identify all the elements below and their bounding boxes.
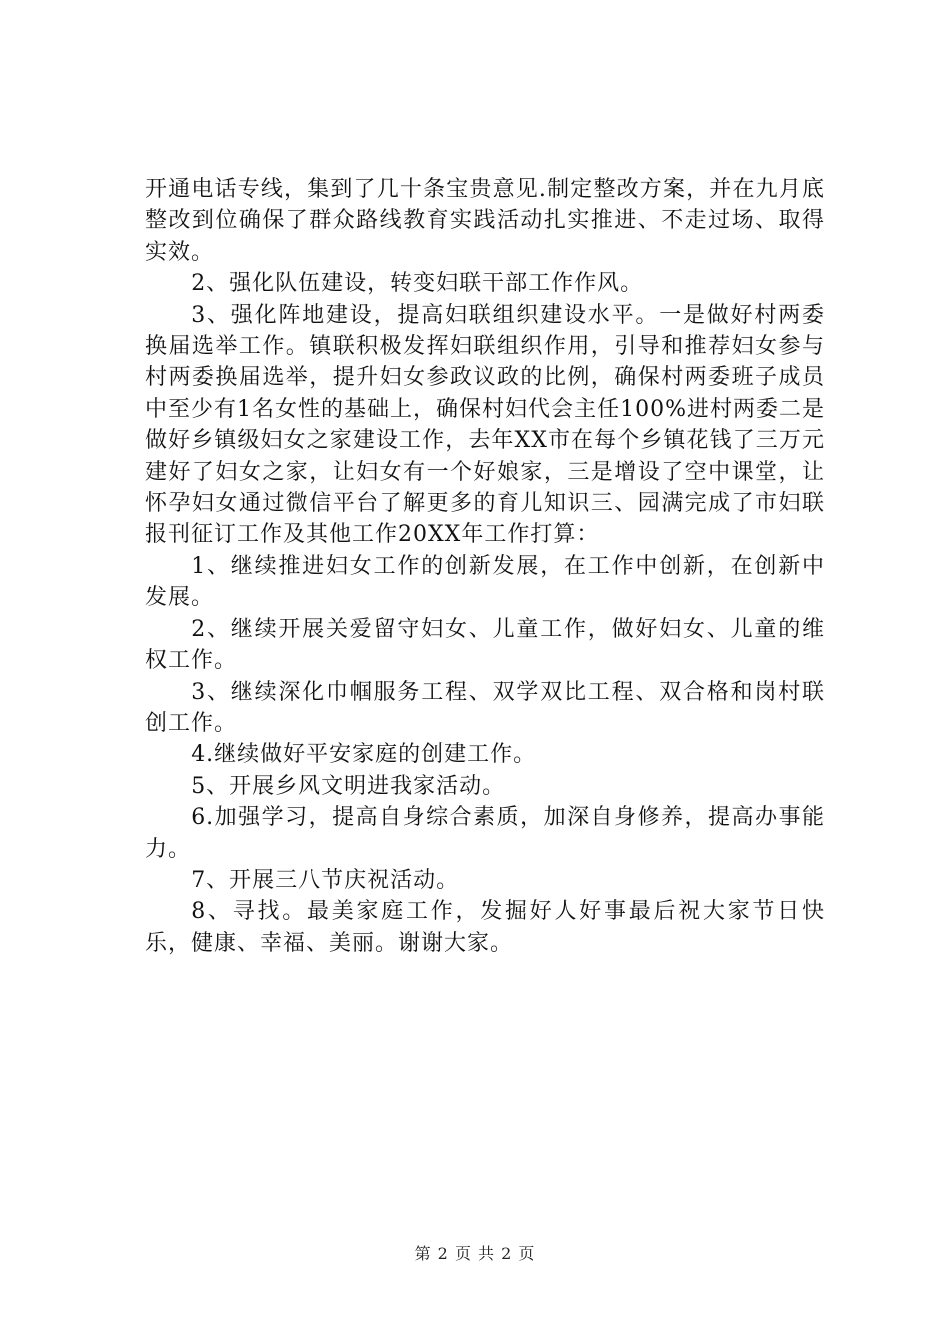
paragraph-item-2-team-building: 2、强化队伍建设，转变妇联干部工作作风。 (191, 271, 644, 297)
paragraph-item-3-position-building: 3、强化阵地建设，提高妇联组织建设水平。一是做好村两委换届选举工作。镇联积极发挥妇联组织作用，引导和推荐妇女参与村两委换届选举，提升妇女参政议政的比例，确保村两委班子成员中至少有1名女性的基础上，确保村妇代会主任100%进村两委二是做好乡镇级妇女之家建设工作，去年XX市在每个乡镇花钱了三万元建好了妇女之家，让妇女有一个好娘家，三是增设了空中课堂，让怀孕妇女通过微信平台了解更多的育儿知识三、园满完成了市妇联报刊征订工作及其他工作20XX年工作打算： (145, 302, 825, 548)
document-body (145, 174, 825, 959)
plan-item-7: 7、开展三八节庆祝活动。 (191, 867, 460, 893)
plan-item-8: 8、寻找。最美家庭工作，发掘好人好事最后祝大家节日快乐，健康、幸福、美丽。谢谢大家。 (145, 899, 825, 956)
plan-item-4: 4.继续做好平安家庭的创建工作。 (191, 742, 537, 768)
plan-item-6: 6.加强学习，提高自身综合素质，加深自身修养，提高办事能力。 (145, 805, 825, 862)
plan-item-1: 1、继续推进妇女工作的创新发展，在工作中创新，在创新中发展。 (145, 553, 825, 611)
plan-item-3: 3、继续深化巾帼服务工程、双学双比工程、双合格和岗村联创工作。 (145, 679, 825, 736)
plan-item-2: 2、继续开展关爱留守妇女、儿童工作，做好妇女、儿童的维权工作。 (145, 616, 825, 674)
plan-item-5: 5、开展乡风文明进我家活动。 (191, 773, 506, 799)
paragraph-continuation: 开通电话专线，集到了几十条宝贵意见.制定整改方案，并在九月底整改到位确保了群众路线教育实践活动扎实推进、不走过场、取得实效。 (145, 177, 825, 265)
page-footer: 第 2 页 共 2 页 (414, 1244, 536, 1263)
